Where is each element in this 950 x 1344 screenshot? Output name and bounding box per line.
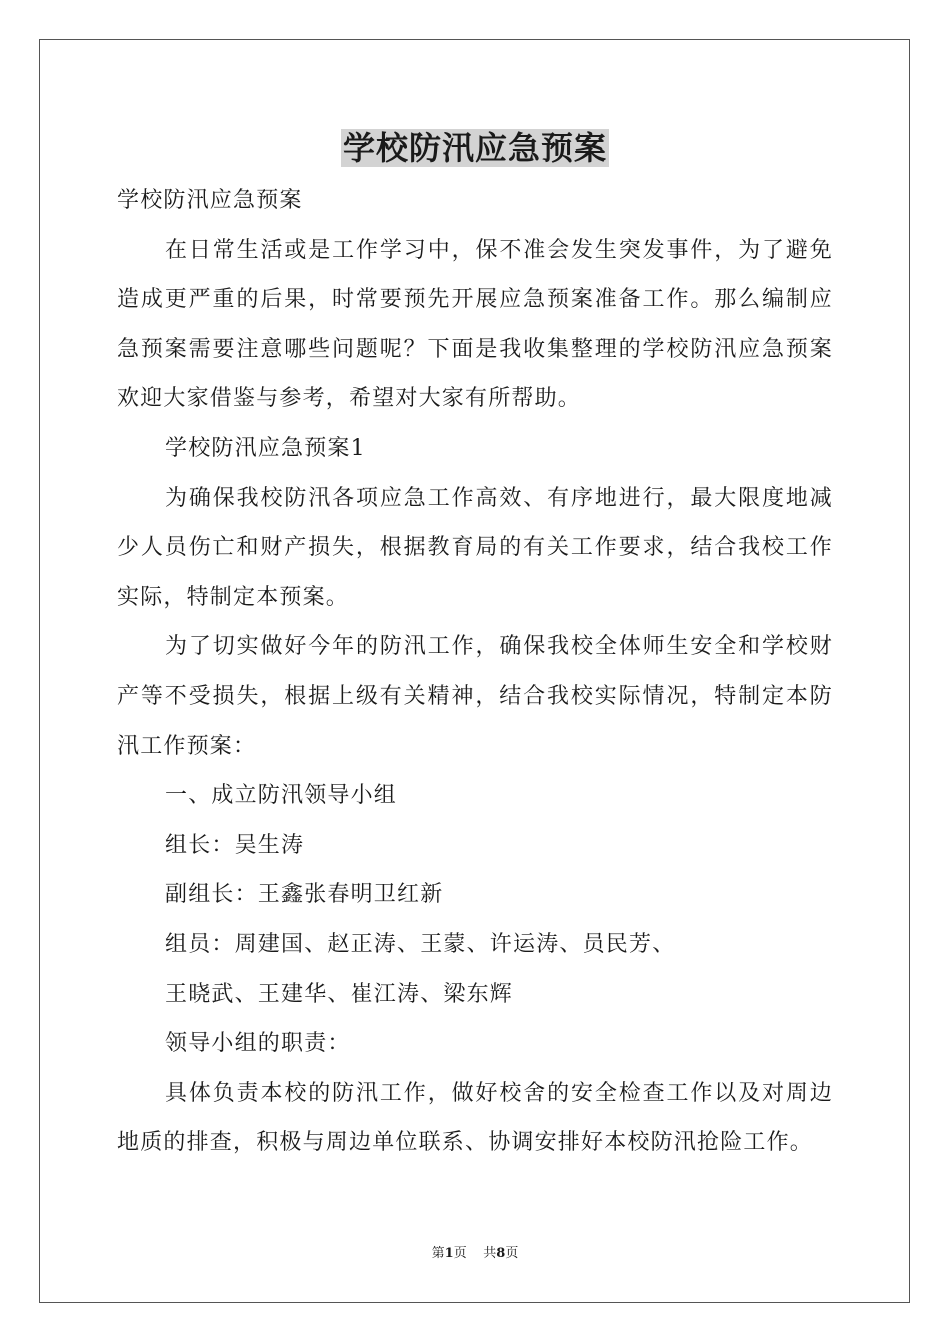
page-footer — [0, 1244, 950, 1264]
total-unit: 页 — [505, 1246, 519, 1261]
body-paragraph: 具体负责本校的防汛工作，做好校舍的安全检查工作以及对周边地质的排查，积极与周边单位联系、协调安排好本校防汛抢险工作。 — [117, 1080, 833, 1156]
page-number: 1 — [444, 1246, 454, 1261]
document-title — [0, 124, 950, 172]
list-item: 副组长：王鑫张春明卫红新 — [165, 882, 444, 908]
section-heading: 学校防汛应急预案1 — [165, 435, 366, 461]
list-heading: 一、成立防汛领导小组 — [165, 783, 398, 809]
intro-paragraph: 在日常生活或是工作学习中，保不准会发生突发事件，为了避免造成更严重的后果，时常要预先开展应急预案准备工作。那么编制应急预案需要注意哪些问题呢？下面是我收集整理的学校防汛应急预案欢迎大家借鉴与参考，希望对大家有所帮助。 — [117, 237, 833, 412]
subtitle-paragraph: 学校防汛应急预案 — [117, 188, 303, 213]
list-item: 王晓武、王建华、崔江涛、梁东辉 — [165, 981, 514, 1007]
page-prefix: 第 — [431, 1246, 445, 1261]
document-title-text: 学校防汛应急预案 — [342, 129, 607, 167]
document-body — [117, 176, 833, 1168]
body-paragraph: 为了切实做好今年的防汛工作，确保我校全体师生安全和学校财产等不受损失，根据上级有关精神，结合我校实际情况，特制定本防汛工作预案： — [117, 634, 833, 759]
total-prefix: 共 — [483, 1246, 497, 1261]
body-paragraph: 为确保我校防汛各项应急工作高效、有序地进行，最大限度地减少人员伤亡和财产损失，根据教育局的有关工作要求，结合我校工作实际，特制定本预案。 — [117, 485, 833, 610]
total-pages: 8 — [496, 1246, 506, 1261]
list-item: 领导小组的职责： — [165, 1031, 351, 1057]
list-item: 组员：周建国、赵正涛、王蒙、许运涛、员民芳、 — [165, 931, 676, 957]
list-item: 组长：吴生涛 — [165, 832, 305, 858]
page-unit: 页 — [453, 1246, 467, 1261]
